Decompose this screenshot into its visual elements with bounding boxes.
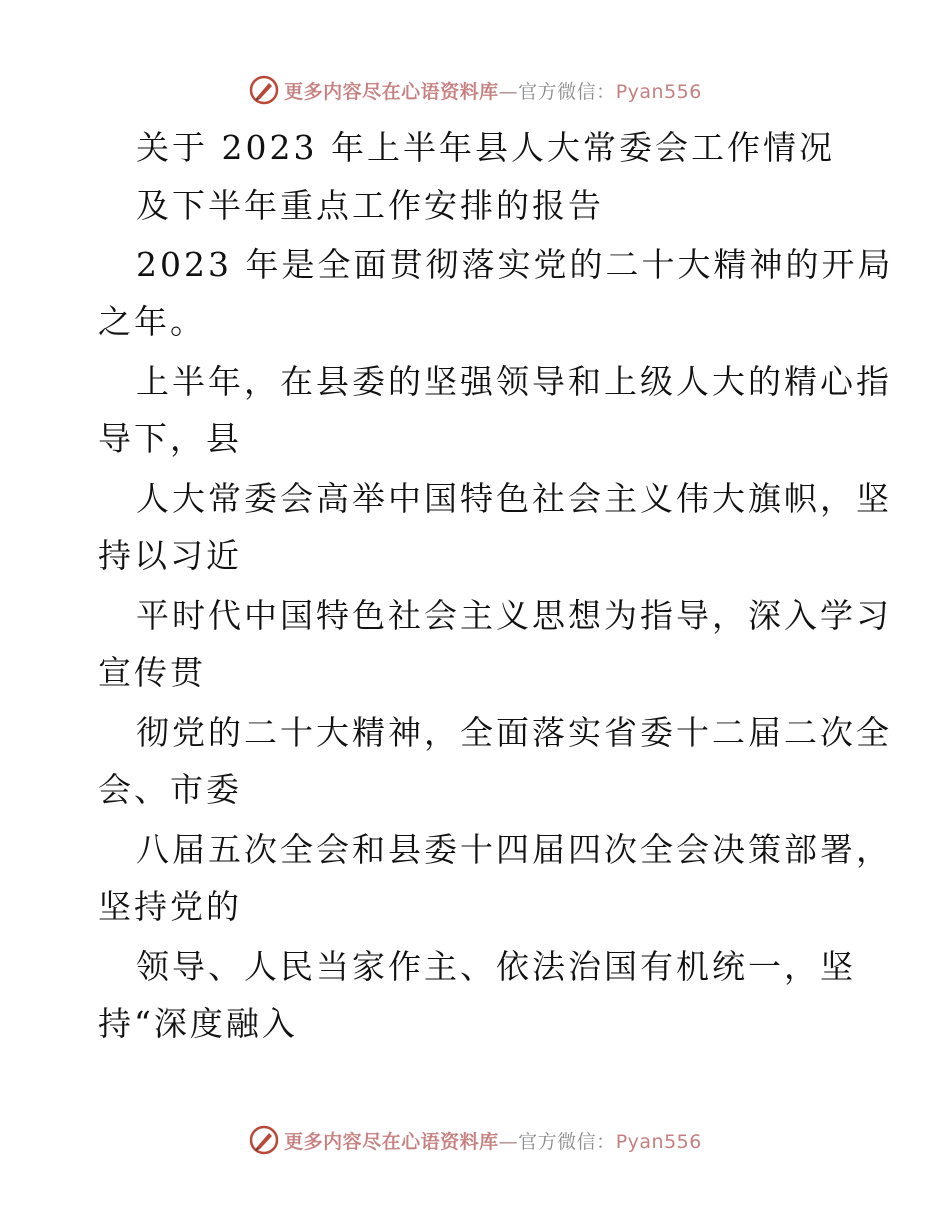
header-banner xyxy=(0,70,950,110)
paragraph-line: 上半年，在县委的坚强领导和上级人大的精心指 xyxy=(136,362,892,401)
paragraph-line: 彻党的二十大精神，全面落实省委十二届二次全 xyxy=(136,713,892,752)
banner-separator: — xyxy=(498,1130,519,1153)
document-title-line-1: 关于 2023 年上半年县人大常委会工作情况 xyxy=(136,128,835,167)
paragraph-line: 坚持党的 xyxy=(98,887,242,926)
paragraph-line: 领导、人民当家作主、依法治国有机统一，坚 xyxy=(136,947,856,986)
banner-main-text: 更多内容尽在心语资料库 xyxy=(284,80,499,103)
banner-wechat-id: Pyan556 xyxy=(615,1130,702,1153)
paragraph-line: 宣传贯 xyxy=(98,653,206,692)
footer-banner xyxy=(0,1120,950,1160)
paragraph-line: 八届五次全会和县委十四届四次全会决策部署， xyxy=(136,830,892,869)
banner-official-label: 官方微信： xyxy=(518,80,616,103)
paragraph-line: 人大常委会高举中国特色社会主义伟大旗帜，坚 xyxy=(136,479,892,518)
paragraph-line: 之年。 xyxy=(98,302,206,341)
document-title-line-2: 及下半年重点工作安排的报告 xyxy=(136,186,604,225)
paragraph-line: 持以习近 xyxy=(98,536,242,575)
pen-logo-icon xyxy=(248,74,280,106)
paragraph-line: 2023 年是全面贯彻落实党的二十大精神的开局 xyxy=(136,245,894,284)
banner-main-text: 更多内容尽在心语资料库 xyxy=(284,1130,499,1153)
paragraph-line: 会、市委 xyxy=(98,770,242,809)
banner-separator: — xyxy=(498,80,519,103)
paragraph-line: 持“深度融入 xyxy=(98,1004,298,1043)
banner-official-label: 官方微信： xyxy=(518,1130,616,1153)
pen-logo-icon xyxy=(248,1124,280,1156)
banner-wechat-id: Pyan556 xyxy=(615,80,702,103)
paragraph-line: 导下，县 xyxy=(98,419,242,458)
paragraph-line: 平时代中国特色社会主义思想为指导，深入学习 xyxy=(136,596,892,635)
